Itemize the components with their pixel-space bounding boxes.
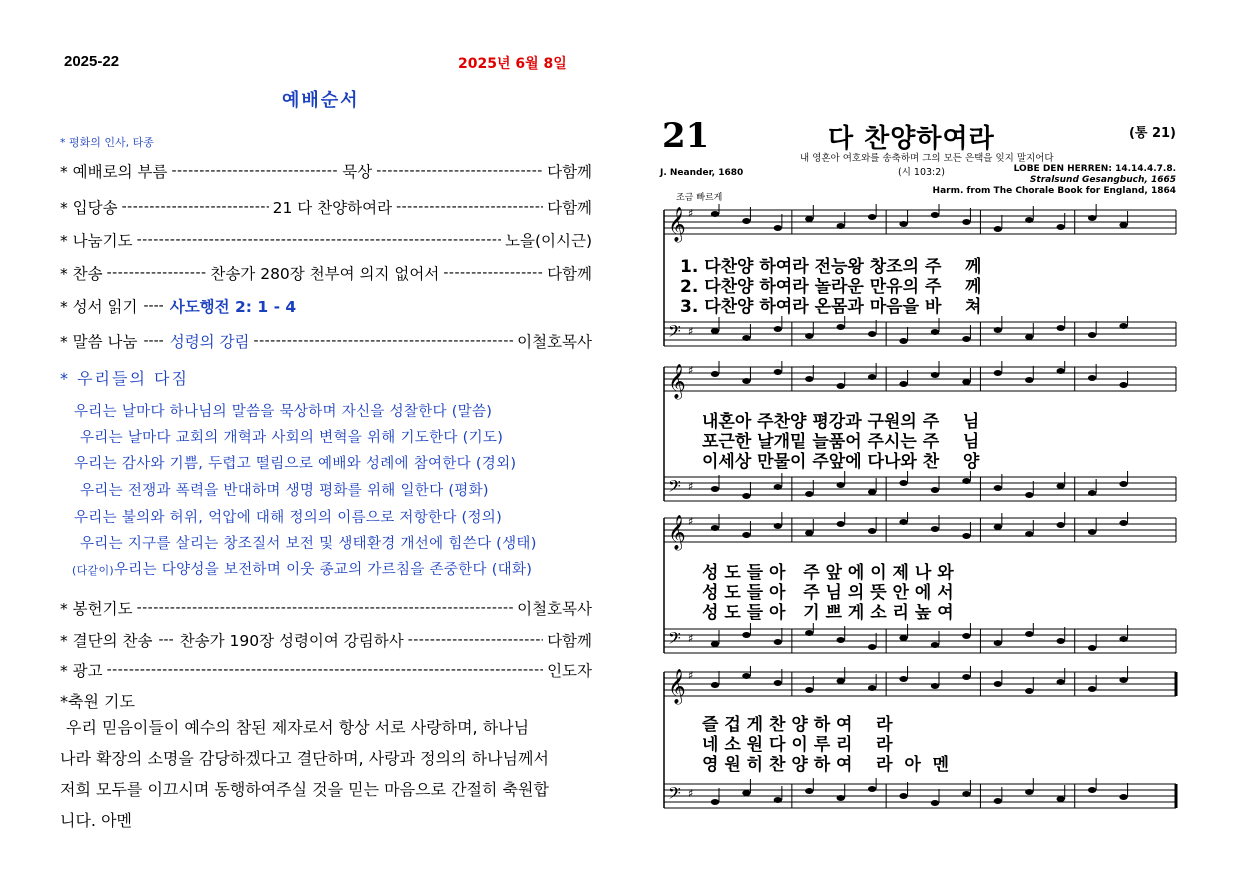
bass-staff xyxy=(660,778,1180,818)
pledge-line: 우리는 날마다 교회의 개혁과 사회의 변혁을 위해 기도한다 (기도) xyxy=(80,430,504,446)
pledge-line: 우리는 불의와 허위, 억압에 대해 정의의 이름으로 저항한다 (정의) xyxy=(74,510,503,526)
lyric-line: 성 도 들 아 주 님 의 뜻 안 에 서 xyxy=(702,583,954,603)
treble-staff xyxy=(660,361,1180,401)
item-label: * 찬송 xyxy=(60,265,103,283)
item-middle: 묵상 xyxy=(342,163,373,181)
item-middle: 사도행전 2: 1 - 4 xyxy=(169,298,297,316)
blessing-line: 저희 모두를 이끄시며 동행하여주실 것을 믿는 마음으로 간절히 축원합 xyxy=(60,780,549,799)
treble-staff xyxy=(660,666,1180,706)
system-bracket xyxy=(660,518,668,659)
issue-date: 2025년 6월 8일 xyxy=(458,56,567,72)
item-middle: 찬송가 190장 성령이여 강림하사 xyxy=(179,632,404,650)
lyric-line: 내혼아 주찬양 평강과 구원의 주 님 xyxy=(702,412,980,432)
blessing-line: 니다. 아멘 xyxy=(60,811,132,830)
order-item: * 결단의 찬송 --- 찬송가 190장 성령이여 강림하사 ----- 다함께 xyxy=(60,629,592,651)
svg-text:𝄢: 𝄢 xyxy=(668,321,681,345)
svg-text:♯: ♯ xyxy=(688,364,694,377)
pledge-prefix: (다같이) xyxy=(72,564,114,577)
system-bracket xyxy=(660,367,668,507)
lyric-line: 즐 겁 게 찬 양 하 여 라 xyxy=(702,715,893,735)
lyric-line: 3. 다찬양 하여라 온몸과 마음을 바 쳐 xyxy=(680,297,982,317)
item-label: * 말씀 나눔 xyxy=(60,333,138,351)
order-item xyxy=(60,659,592,681)
lyric-line: 성 도 들 아 기 쁘 게 소 리 높 여 xyxy=(702,603,954,623)
item-leader: 다함께 xyxy=(547,163,593,181)
svg-text:♯: ♯ xyxy=(688,515,694,528)
pledge-line: 우리는 날마다 하나님의 말씀을 묵상하며 자신을 성찰한다 (말씀) xyxy=(74,404,493,420)
hymn-number: 21 xyxy=(662,116,710,156)
hymn-tune: LOBE DEN HERREN: 14.14.4.7.8. Stralsund Gesangbuch, 1665 Harm. from The Chorale Book for England, 1864 xyxy=(932,164,1176,196)
item-leader: 인도자 xyxy=(547,662,592,680)
item-label: * 결단의 찬송 xyxy=(60,632,153,650)
pledge-text: 우리는 다양성을 보전하며 이웃 종교의 가르침을 존중한다 (대화) xyxy=(113,562,533,578)
hymn-subtitle: 내 영혼아 여호와를 송축하며 그의 모든 은택을 잊지 말지어다 xyxy=(800,153,1054,164)
hymn-title: 다 찬양하여라 xyxy=(828,124,995,154)
item-middle: 찬송가 280장 천부여 의지 없어서 xyxy=(210,265,440,283)
svg-text:𝄢: 𝄢 xyxy=(668,628,681,652)
svg-text:♯: ♯ xyxy=(688,787,694,800)
item-label: * 나눔기도 xyxy=(60,232,133,250)
svg-text:𝄞: 𝄞 xyxy=(668,669,686,704)
lyric-line: 네 소 원 다 이 루 리 라 xyxy=(702,735,893,755)
pledge-title: * 우리들의 다짐 xyxy=(60,369,189,388)
item-label: * 봉헌기도 xyxy=(60,600,133,618)
lyric-line: 포근한 날개밑 늘품어 주시는 주 님 xyxy=(702,432,980,452)
hymn-code: (통 21) xyxy=(1128,126,1176,141)
item-label: * 성서 읽기 xyxy=(60,298,138,316)
lyric-line: 1. 다찬양 하여라 전능왕 창조의 주 께 xyxy=(680,257,982,277)
hymn-author: J. Neander, 1680 xyxy=(660,168,744,178)
svg-text:♯: ♯ xyxy=(688,325,694,338)
bass-staff xyxy=(660,316,1180,356)
item-leader: 다함께 xyxy=(547,199,593,217)
item-leader: 노을(이시근) xyxy=(505,232,592,250)
svg-text:𝄞: 𝄞 xyxy=(668,364,686,399)
hymn-sheet xyxy=(660,110,1180,810)
item-leader: 다함께 xyxy=(547,632,592,650)
treble-staff xyxy=(660,512,1180,552)
issue-number: 2025-22 xyxy=(64,53,120,70)
bass-staff xyxy=(660,623,1180,663)
hymn-tempo: 조금 빠르게 xyxy=(676,193,723,203)
blessing-title: *축원 기도 xyxy=(60,692,135,711)
system-bracket xyxy=(660,210,668,352)
svg-text:𝄢: 𝄢 xyxy=(668,783,681,807)
order-title: 예배순서 xyxy=(282,90,360,111)
order-item: * 말씀 나눔 ---- 성령의 강림 ----- 이철호목사 xyxy=(60,330,592,352)
item-middle: 21 다 찬양하여라 xyxy=(272,199,393,217)
svg-text:𝄞: 𝄞 xyxy=(668,515,686,550)
bass-staff xyxy=(660,471,1180,511)
item-leader: 이철호목사 xyxy=(517,333,592,351)
lyric-line: 2. 다찬양 하여라 놀라운 만유의 주 께 xyxy=(680,277,982,297)
item-leader: 다함께 xyxy=(547,265,592,283)
order-item xyxy=(60,160,592,182)
svg-text:♯: ♯ xyxy=(688,632,694,645)
hymn-verse: (시 103:2) xyxy=(898,167,945,178)
item-leader: 이철호목사 xyxy=(517,600,592,618)
pledge-line: 우리는 지구를 살리는 창조질서 보전 및 생태환경 개선에 힘쓴다 (생태) xyxy=(80,536,537,552)
pledge-line: 우리는 전쟁과 폭력을 반대하며 생명 평화를 위해 일한다 (평화) xyxy=(80,483,489,499)
blessing-line: 우리 믿음이들이 예수의 참된 제자로서 항상 서로 사랑하며, 하나님 xyxy=(66,718,530,737)
svg-text:♯: ♯ xyxy=(688,207,694,220)
item-middle: 성령의 강림 xyxy=(169,333,250,351)
blessing-line: 나라 확장의 소명을 감당하겠다고 결단하며, 사랑과 정의의 하나님께서 xyxy=(60,749,549,768)
item-label: * 광고 xyxy=(60,662,103,680)
order-item xyxy=(60,597,592,619)
svg-text:♯: ♯ xyxy=(688,669,694,682)
svg-text:♯: ♯ xyxy=(688,480,694,493)
svg-text:𝄢: 𝄢 xyxy=(668,476,681,500)
pledge-line: 우리는 감사와 기쁨, 두렵고 떨림으로 예배와 성례에 참여한다 (경외) xyxy=(74,456,517,472)
item-label: * 예배로의 부름 xyxy=(60,163,168,181)
greeting-note: * 평화의 인사, 타종 xyxy=(60,136,154,149)
item-label: * 입당송 xyxy=(60,199,118,217)
order-item: * 성서 읽기 ---- 사도행전 2: 1 - 4 xyxy=(60,295,592,317)
pledge-line xyxy=(72,558,532,579)
lyric-line: 영 원 히 찬 양 하 여 라 아 멘 xyxy=(702,755,950,775)
lyric-line: 이세상 만물이 주앞에 다나와 찬 양 xyxy=(702,452,980,472)
order-item xyxy=(60,262,592,284)
order-item xyxy=(60,196,592,218)
order-item xyxy=(60,229,592,251)
lyric-line: 성 도 들 아 주 앞 에 이 제 나 와 xyxy=(702,563,954,583)
system-bracket xyxy=(660,672,668,814)
treble-staff xyxy=(660,204,1180,244)
svg-text:𝄞: 𝄞 xyxy=(668,207,686,242)
